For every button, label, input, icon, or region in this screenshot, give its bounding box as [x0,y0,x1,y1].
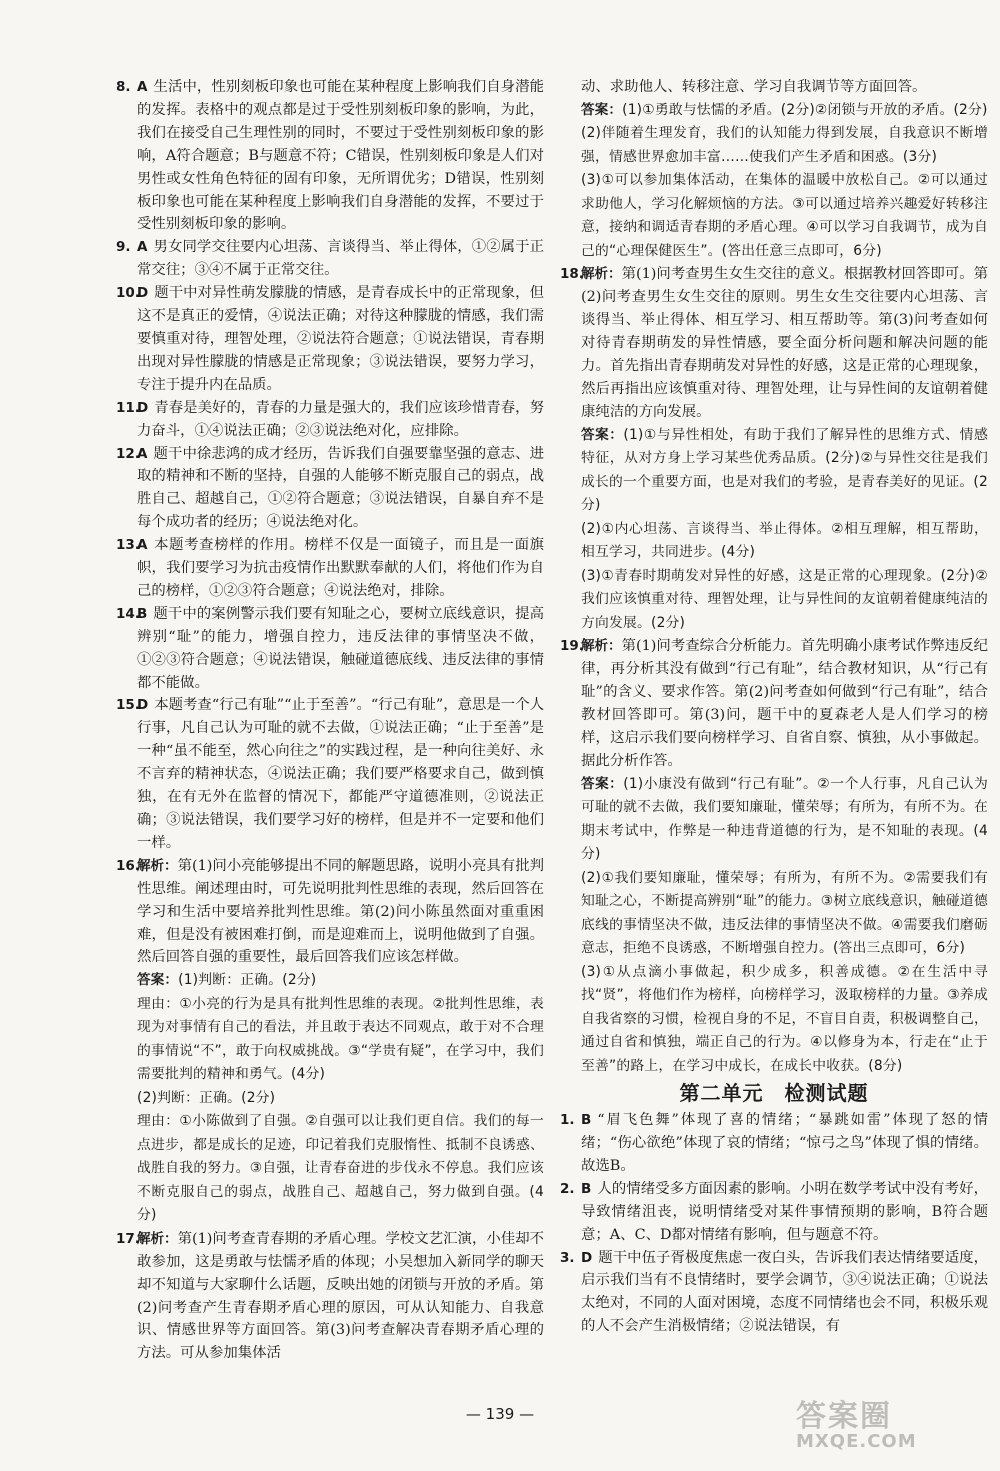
answer-item [116,603,544,695]
item-text: 男女同学交往要内心坦荡、言谈得当、举止得体，①②属于正常交往；③④不属于正常交往。 [137,239,544,279]
item-number: 16. [116,857,140,874]
item-text: 题干中伍子胥极度焦虑一夜白头，告诉我们表达情绪要适度，启示我们当有不良情绪时，要学会调节，③④说法正确；①说法太绝对，不同的人面对困境，态度不同情绪也会不同，积极乐观的人不会产生消极情绪；②说法错误，有 [581,1249,988,1335]
item-number: 12. [116,445,140,462]
item-number: 9. [116,239,131,256]
answer-item [560,263,988,423]
answer-item [116,443,544,535]
answer-item [116,397,544,443]
item-text: 第(1)问小亮能够提出不同的解题思路，说明小亮具有批判性思维。阐述理由时，可先说明批判性思维的表现，然后回答在学习和生活中要培养批判性思维。第(2)问小陈虽然面对重重困难，但是没有被困难打倒，而是迎难而上，说明他做到了自强。然后回答自强的重要性，最后回答我们应该怎样做。 [137,857,545,966]
answer-continuation [560,565,988,636]
answer-continuation [560,122,988,169]
item-number: 18. [560,266,584,283]
item-text: 题干中的案例警示我们要有知耻之心，要树立底线意识，提高辨别“耻”的能力，增强自控力，违反法律的事情坚决不做，①②③符合题意；④说法错误，触碰道德底线、违反法律的事情都不能做。 [137,605,544,691]
left-column [116,76,544,1365]
section-tag: 解析： [581,266,622,283]
answer-item [116,282,544,397]
answer-continuation [116,1087,544,1111]
item-number: 11. [116,399,140,416]
section-tag: 解析： [581,638,622,655]
answer-choice: B [137,605,148,622]
item-number: 13. [116,537,140,554]
item-text: (1)判断：正确。(2分) [178,972,317,989]
answer-continuation [116,1110,544,1228]
answer-choice: A [137,79,148,95]
answer-item [116,236,544,282]
item-text: (3)①可以参加集体活动，在集体的温暖中放松自己。②可以通过求助他人，学习化解烦恼的方法。③可以通过培养兴趣爱好转移注意，接纳和调适青春期的矛盾心理。④可以学习自我调节，成为自己的“心理保健医生”。(答出任意三点即可，6分) [581,172,988,259]
section-tag: 答案： [137,972,179,989]
answer-choice: D [137,285,149,302]
answer-continuation [560,961,988,1079]
item-text: 人的情绪受多方面因素的影响。小明在数学考试中没有考好，导致情绪沮丧，说明情绪受对某件事情预期的影响，B符合题意；A、C、D都对情绪有影响，但与题意不符。 [581,1180,988,1243]
answer-continuation [560,424,988,518]
answer-continuation [560,518,988,565]
section-title: 第二单元 检测试题 [679,1081,869,1106]
answer-continuation [560,99,988,123]
item-text: 第(1)问考查综合分析能力。首先明确小康考试作弊违反纪律，再分析其没有做到“行己有耻”，结合教材知识，从“行己有耻”的含义、要求作答。第(2)问考查如何做到“行己有耻”，结合教材回答即可。第(3)问，题干中的夏森老人是人们学习的榜样，这启示我们要向榜样学习、自省自察、慎独，从小事做起。据此分析作答。 [581,638,989,769]
answer-choice: D [137,399,149,416]
answer-item [560,1247,988,1339]
item-text: (2)①内心坦荡、言谈得当、举止得体。②相互理解，相互帮助，相互学习，共同进步。(4分) [581,520,988,561]
item-text: 青春是美好的，青春的力量是强大的，我们应该珍惜青春，努力奋斗，①④说法正确；②③说法绝对化，应排除。 [137,399,544,439]
item-text: 生活中，性别刻板印象也可能在某种程度上影响我们自身潜能的发挥。表格中的观点都是过于受性别刻板印象的影响，为此，我们在接受自己生理性别的同时，不要过于受性别刻板印象的影响，A符合题意；B与题意不符；C错误，性别刻板印象是人们对男性或女性角色特征的固有印象，无所谓优劣；D错误，性别刻板印象也可能在某种程度上影响我们自身潜能的发挥，不要过于受性别刻板印象的影响。 [137,79,544,233]
section-tag: 解析： [137,1230,178,1247]
item-text: (2)伴随着生理发育，我们的认知能力得到发展，自我意识不断增强，情感世界愈加丰富……使我们产生矛盾和困惑。(3分) [581,125,988,165]
item-number: 17. [116,1230,140,1247]
watermark-logo [796,1391,976,1452]
item-text: 题干中徐悲鸿的成才经历，告诉我们自强要靠坚强的意志、进取的精神和不断的坚持，自强的人能够不断克服自己的弱点，战胜自己、超越自己，①②符合题意；③说法错误，自暴自弃不是每个成功者的经历；④说法绝对化。 [137,445,544,531]
item-text: 本题考查“行己有耻”“止于至善”。“行己有耻”，意思是一个人行事，凡自己认为可耻的就不去做，①说法正确；“止于至善”是一种“虽不能至，然心向往之”的实践过程，是一种向往美好、永不言弃的精神状态，④说法正确；我们要严格要求自己，做到慎独，在有无外在监督的情况下，都能严守道德准则，②说法正确；③说法错误，我们要学习好的榜样，但是并不一定要和他们一样。 [137,697,544,851]
section-tag: 解析： [137,857,178,874]
watermark-text: 答案圈 [796,1399,892,1434]
answer-item [560,1178,988,1247]
item-number: 15. [116,697,140,714]
answer-item [560,1109,988,1178]
answer-continuation [116,993,544,1087]
answer-continuation [560,773,988,867]
answer-item [116,855,544,970]
section-tag: 答案： [581,101,623,118]
answer-item [116,76,544,236]
answer-item [560,635,988,772]
answer-continuation [560,76,988,99]
answer-choice: D [581,1249,593,1266]
section-tag: 答案： [581,426,624,443]
item-text: “眉飞色舞”体现了喜的情绪；“暴跳如雷”体现了怒的情绪；“伤心欲绝”体现了哀的情绪；“惊弓之鸟”体现了惧的情绪。故选B。 [581,1112,988,1174]
item-text: 动、求助他人、转移注意、学习自我调节等方面回答。 [581,79,927,95]
watermark-url: MXQE.COM [796,1431,917,1452]
item-text: 第(1)问考查男生女生交往的意义。根据教材回答即可。第(2)问考查男生女生交往的原则。男生女生交往要内心坦荡、言谈得当、举止得体、相互学习、相互帮助等。第(3)问考查如何对待青春期萌发的异性情感，要全面分析问题和解决问题的能力。首先指出青春期萌发对异性的好感，这是正常的心理现象，然后再指出应该慎重对待、理智处理，让与异性间的友谊朝着健康纯洁的方向发展。 [581,266,989,420]
answer-continuation [116,969,544,993]
answer-item [116,534,544,603]
item-text: (3)①从点滴小事做起，积少成多，积善成德。②在生活中寻找“贤”，将他们作为榜样，向榜样学习，汲取榜样的力量。③养成自我省察的习惯，检视自身的不足，不盲目自责，积极调整自己，通过自省和慎独，端正自己的行为。④以修身为本，行走在“止于至善”的路上，在学习中成长，在成长中收获。(8分) [581,963,988,1074]
answer-choice: A [137,537,148,554]
answer-choice: B [581,1112,592,1129]
page-number: — 139 — [465,1405,535,1423]
item-text: 本题考查榜样的作用。榜样不仅是一面镜子，而且是一面旗帜，我们要学习为抗击疫情作出默默奉献的人们，将他们作为自己的榜样，①②③符合题意；④说法绝对，排除。 [137,537,544,599]
item-text: (1)①与异性相处，有助于我们了解异性的思维方式、情感特征，从对方身上学习某些优秀品质。(2分)②与异性交往是我们成长的一个重要方面，也是对我们的考验，是青春美好的见证。(2分) [581,426,988,514]
answer-continuation [560,169,988,263]
answer-item [116,694,544,854]
answer-choice: A [137,445,148,462]
answer-item [116,1228,544,1365]
item-text: 题干中对异性萌发朦胧的情感，是青春成长中的正常现象，但这不是真正的爱情，④说法正确；对待这种朦胧的情感，我们需要慎重对待，理智处理，②说法符合题意；①说法错误，青春期出现对异性朦胧的情感是正常现象；③说法错误，要努力学习，专注于提升内在品质。 [137,285,544,393]
item-number: 10. [116,285,140,302]
item-text: 第(1)问考查青春期的矛盾心理。学校文艺汇演，小佳却不敢参加，这是勇敢与怯懦矛盾的体现；小吴想加入新同学的聊天却不知道与大家聊什么话题，反映出她的闭锁与开放的矛盾。第(2)问考查产生青春期矛盾心理的原因，可从认知能力、自我意识、情感世界等方面回答。第(3)问考查解决青春期矛盾心理的方法。可从参加集体活 [137,1230,545,1362]
item-number: 1. [560,1112,575,1129]
item-number: 2. [560,1180,575,1197]
item-number: 3. [560,1249,575,1266]
answer-choice: D [137,697,149,714]
answer-continuation [560,867,988,961]
right-column [560,76,988,1338]
item-text: (2)判断：正确。(2分) [137,1089,276,1106]
item-text: 理由：①小亮的行为是具有批判性思维的表现。②批判性思维，表现为对事情有自己的看法，并且敢于表达不同观点，敢于对不合理的事情说“不”，敢于向权威挑战。③“学贵有疑”，在学习中，我们需要批判的精神和勇气。(4分) [137,995,544,1083]
item-text: 理由：①小陈做到了自强。②自强可以让我们更自信。我们的每一点进步，都是成长的足迹，印记着我们克服惰性、抵制不良诱惑、战胜自我的努力。③自强，让青春奋进的步伐永不停息。我们应该不断克服自己的弱点，战胜自己、超越自己，努力做到自强。(4分) [137,1113,544,1224]
answer-choice: B [581,1180,592,1197]
item-text: (1)①勇敢与怯懦的矛盾。(2分)②闭锁与开放的矛盾。(2分) [622,101,988,118]
item-text: (1)小康没有做到“行己有耻”。②一个人行事，凡自己认为可耻的就不去做，我们要知廉耻，懂荣辱；有所为，有所不为。在期末考试中，作弊是一种违背道德的行为，是不知耻的表现。(4分) [581,775,988,863]
item-text: (2)①我们要知廉耻，懂荣辱；有所为，有所不为。②需要我们有知耻之心，不断提高辨别“耻”的能力。③树立底线意识，触碰道德底线的事情坚决不做，违反法律的事情坚决不做。④需要我们磨砺意志，拒绝不良诱惑，不断增强自控力。(答出三点即可，6分) [581,869,988,957]
item-number: 8. [116,79,131,95]
answer-choice: A [137,239,148,256]
section-tag: 答案： [581,775,624,792]
item-text: (3)①青春时期萌发对异性的好感，这是正常的心理现象。(2分)②我们应该慎重对待、理智处理，让与异性间的友谊朝着健康纯洁的方向发展。(2分) [581,567,988,631]
item-number: 19. [560,638,584,655]
item-number: 14. [116,605,140,622]
